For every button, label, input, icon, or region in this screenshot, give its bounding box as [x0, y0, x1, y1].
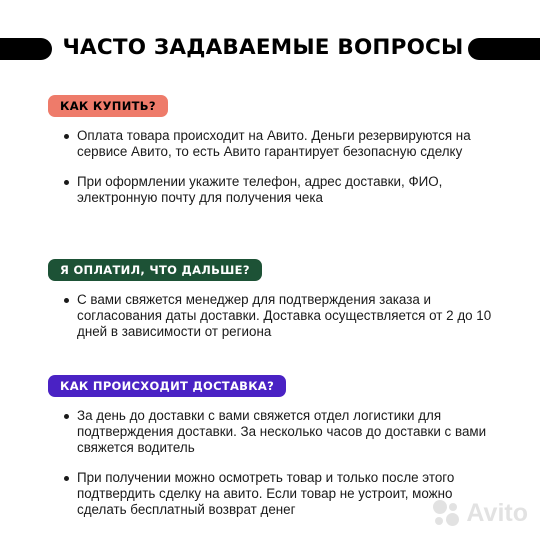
avito-logo-icon: [431, 498, 461, 528]
faq-section-delivery: [48, 375, 500, 518]
avito-watermark-text: Avito: [466, 498, 528, 527]
header-bar-left: [0, 38, 52, 60]
faq-section-how-to-buy: [48, 95, 500, 206]
section-badge-how-to-buy: КАК КУПИТЬ?: [48, 95, 168, 117]
bullet-receipt: При получении можно осмотреть товар и только после этого подтвердить сделку на авито. Если товар не устроит, можно сделать бесплатный возврат денег: [64, 470, 500, 518]
bullet-logistics: За день до доставки с вами свяжется отдел логистики для подтверждения доставки. За несколько часов до доставки с вами свяжется водитель: [64, 408, 500, 456]
bullet-payment: Оплата товара происходит на Авито. Деньги резервируются на сервисе Авито, то есть Авито гарантирует безопасную сделку: [64, 128, 500, 160]
avito-watermark: [431, 498, 528, 528]
bullet-checkout: При оформлении укажите телефон, адрес доставки, ФИО, электронную почту для получения чека: [64, 174, 500, 206]
page-title: ЧАСТО ЗАДАВАЕМЫЕ ВОПРОСЫ: [62, 35, 464, 60]
section-badge-paid: Я ОПЛАТИЛ, ЧТО ДАЛЬШЕ?: [48, 259, 262, 281]
section-badge-delivery: КАК ПРОИСХОДИТ ДОСТАВКА?: [48, 375, 286, 397]
header-bar-right: [468, 38, 540, 60]
faq-section-paid: [48, 259, 500, 340]
bullet-manager: С вами свяжется менеджер для подтверждения заказа и согласования даты доставки. Доставка осуществляется от 2 до 10 дней в зависимости от региона: [64, 292, 500, 340]
